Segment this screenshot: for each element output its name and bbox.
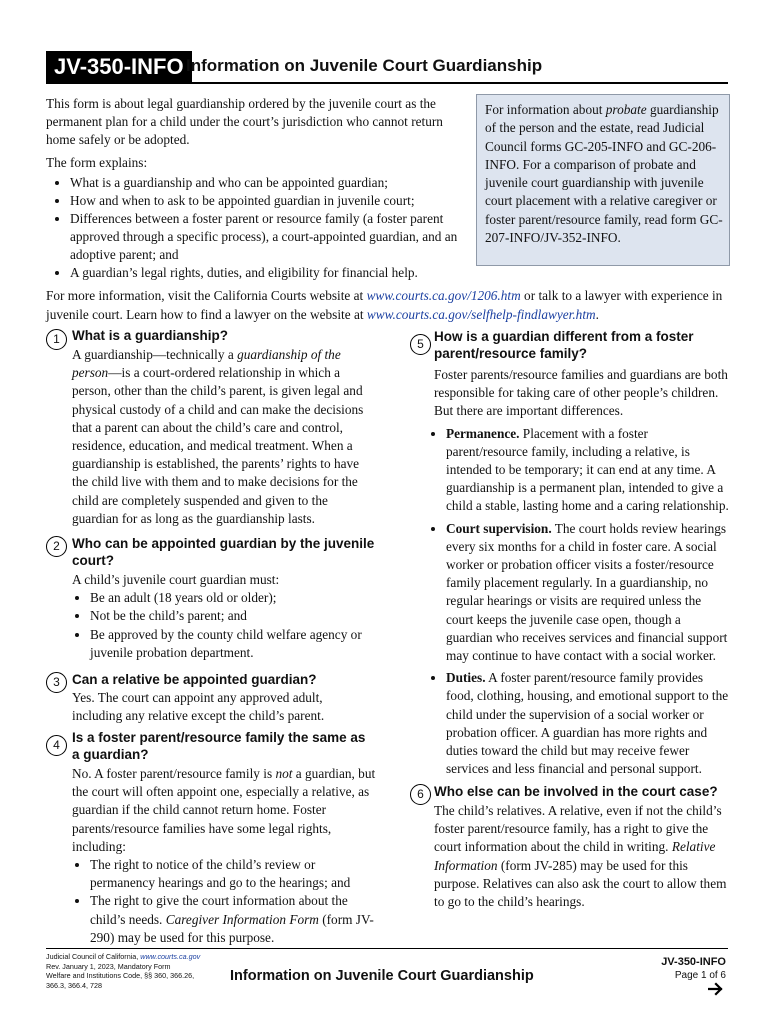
body-emphasis: not xyxy=(275,766,293,781)
section-3 xyxy=(46,671,376,725)
list-item: • Be approved by the county child welfare agency or juvenile probation department. xyxy=(90,626,376,662)
section-1 xyxy=(46,327,376,528)
list-item xyxy=(446,520,730,666)
form-id-tag: JV-350-INFO xyxy=(46,51,192,83)
header-rule xyxy=(46,82,728,84)
section-body xyxy=(72,346,376,528)
body-emphasis: guardianship of the person xyxy=(72,347,341,381)
body-text: —is a court-ordered relationship in which a person, other than the child’s parent, is given legal and physical custody of a child and can make the decisions that a parent can about the child’s care and control, residence, education, and medical treatment. When a guardianship is established, the parents’ rights to have the child live with them and to make decisions for the child are completely suspended and given to the guardian for as long as the guardianship lasts. xyxy=(72,365,364,526)
more-info-text: . xyxy=(595,307,599,322)
footer-text: Judicial Council of California, xyxy=(46,952,141,961)
section-body: A child’s juvenile court guardian must: xyxy=(72,572,280,587)
list-item xyxy=(446,669,730,778)
section-heading: How is a guardian different from a foster parent/resource family? xyxy=(434,329,694,361)
intro-list-item: • What is a guardianship and who can be appointed guardian; xyxy=(70,174,466,192)
section-2 xyxy=(46,535,376,662)
intro-paragraph: This form is about legal guardianship ordered by the juvenile court as the permanent plan for a child under the court’s jurisdiction who cannot return home safely or be adopted. xyxy=(46,96,443,147)
section-number: 5 xyxy=(410,334,431,355)
courts-site-link[interactable]: www.courts.ca.gov xyxy=(140,952,201,961)
intro-list-item: • Differences between a foster parent or resource family (a foster parent approved through a specific process), a court-appointed guardian, and an adoptive parent; and xyxy=(70,210,466,264)
body-text: (form JV-285) may be used for this purpose. Relatives can also ask the court to allow them to go to the child’s hearings. xyxy=(434,857,727,910)
page-number: Page 1 of 6 xyxy=(674,970,726,981)
section-body: Foster parents/resource families and guardians are both responsible for taking care of other people’s children. But there are important differences. xyxy=(434,367,728,419)
section-heading: What is a guardianship? xyxy=(72,328,229,343)
body-text: a guardian, but the court will often appoint one, especially a relative, as guardian if the child cannot return home. Foster parents/resource families have some legal rights, including: xyxy=(72,766,376,854)
find-lawyer-link[interactable]: www.courts.ca.gov/selfhelp-findlawyer.htm xyxy=(366,307,596,322)
differences-list xyxy=(434,425,730,779)
footer-form-id: JV-350-INFO xyxy=(661,956,726,968)
item-label: Court supervision. xyxy=(446,520,552,536)
body-text: A foster parent/resource family provides food, clothing, housing, and emotional support to the child under the supervision of a social worker or probation officer. A guardian has more rights and duties toward the child but may receive fewer services and less financial and personal support. xyxy=(446,670,729,777)
footer-council xyxy=(46,952,216,962)
body-emphasis: Relative Information xyxy=(434,839,716,873)
list-item: • Be an adult (18 years old or older); xyxy=(90,589,376,607)
section-number: 4 xyxy=(46,735,67,756)
section-heading: Is a foster parent/resource family the same as a guardian? xyxy=(72,730,366,762)
arrow-right-icon[interactable] xyxy=(708,981,724,997)
footer-page-info xyxy=(661,955,726,983)
footer-citation xyxy=(46,952,216,990)
section-heading: Who can be appointed guardian by the juvenile court? xyxy=(72,536,375,568)
body-text: The right to give the court information about the child’s needs. xyxy=(90,893,348,927)
form-title: Information on Juvenile Court Guardianship xyxy=(186,56,543,75)
requirements-list xyxy=(72,589,376,662)
section-number: 6 xyxy=(410,784,431,805)
intro-list-item: • How and when to ask to be appointed guardian in juvenile court; xyxy=(70,192,466,210)
sidebox-text-end: guardianship of the person and the estate, read Judicial Council forms GC-205-INFO and GC-206-INFO. For a comparison of probate and juvenile court guardianship with juvenile court placement with a relative caregiver or foster parent/resource family, read form GC-207-INFO/JV-352-INFO. xyxy=(485,102,723,246)
list-item: • Not be the child’s parent; and xyxy=(90,607,376,625)
body-emphasis: Caregiver Information Form xyxy=(165,911,319,927)
footer-rule xyxy=(46,948,728,949)
body-text: A guardianship—technically a xyxy=(72,347,238,362)
section-body: Yes. The court can appoint any approved adult, including any relative except the child’s parent. xyxy=(72,690,325,724)
sidebox-emphasis: probate xyxy=(605,102,647,117)
section-body xyxy=(72,765,376,856)
section-heading: Can a relative be appointed guardian? xyxy=(72,672,317,687)
probate-info-box xyxy=(476,94,730,266)
more-info-text: or talk to a lawyer with experience in juvenile court. Learn how to find a lawyer on the website at xyxy=(46,288,723,322)
courts-link-1206[interactable]: www.courts.ca.gov/1206.htm xyxy=(366,288,521,303)
intro-list xyxy=(46,174,466,282)
footer-code: Welfare and Institutions Code, §§ 360, 366.26, 366.3, 366.4, 728 xyxy=(46,971,195,990)
list-item: • The right to notice of the child’s review or permanency hearings and go to the hearings; and xyxy=(90,856,376,892)
section-number: 2 xyxy=(46,536,67,557)
section-5 xyxy=(410,328,730,782)
intro-section xyxy=(46,95,466,282)
footer-title: Information on Juvenile Court Guardianship xyxy=(230,968,534,984)
section-body xyxy=(434,802,730,911)
body-text: The child’s relatives. A relative, even if not the child’s foster parent/resource family, has a right to give the court information about the child in writing. xyxy=(434,803,722,855)
intro-list-item: • A guardian’s legal rights, duties, and eligibility for financial help. xyxy=(70,264,466,282)
intro-explains: The form explains: xyxy=(46,155,148,170)
sidebox-text-start: For information about xyxy=(485,102,606,117)
footer-revision: Rev. January 1, 2023, Mandatory Form xyxy=(46,961,171,971)
section-6 xyxy=(410,783,730,911)
list-item xyxy=(90,892,376,947)
more-info-paragraph xyxy=(46,286,728,324)
more-info-text: For more information, visit the California Courts website at xyxy=(46,288,367,303)
section-number: 1 xyxy=(46,329,67,350)
item-label: Permanence. xyxy=(446,425,520,441)
foster-rights-list xyxy=(72,856,376,947)
body-text: (form JV-290) may be used for this purpose. xyxy=(90,911,374,945)
section-heading: Who else can be involved in the court case? xyxy=(434,784,718,799)
list-item xyxy=(446,425,730,516)
section-number: 3 xyxy=(46,672,67,693)
section-4 xyxy=(46,729,376,947)
body-text: Placement with a foster parent/resource family, including a relative, is intended to be temporary; it can end at any time. A guardianship is a permanent plan, intended to give a child a stable, lasting home and a caring relationship. xyxy=(446,425,729,514)
body-text: No. A foster parent/resource family is xyxy=(72,766,276,781)
body-text: The court holds review hearings every six months for a child in foster care. A social worker or probation officer visits a foster/resource family placement regularly. In a guardianship, no regular hearings or visits are required unless the court keeps the juvenile case open, though a guardian who receives services and financial support may continue to have contact with a social worker. xyxy=(446,520,728,664)
item-label: Duties. xyxy=(446,670,486,686)
